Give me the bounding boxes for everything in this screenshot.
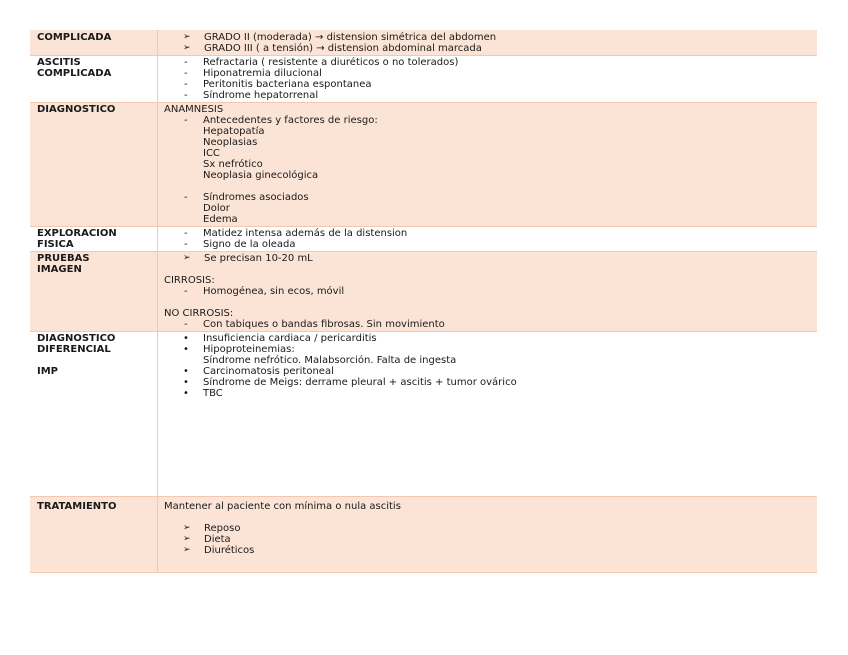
row-content: [158, 252, 818, 332]
bullet-list-item: [164, 388, 817, 399]
list-item-text: Reposo: [204, 523, 241, 534]
dash-list-item: [164, 192, 817, 203]
row-label: [30, 227, 158, 252]
dash-list-item: [164, 90, 817, 101]
bullet-list-item: [164, 366, 817, 377]
arrow-bullet-icon: ➢: [183, 43, 191, 53]
ascites-table: [30, 30, 817, 573]
row-label-line: TRATAMIENTO: [37, 501, 117, 512]
list-item-text: Carcinomatosis peritoneal: [203, 366, 334, 377]
arrow-list-item: [164, 253, 817, 264]
list-item-text: TBC: [203, 388, 223, 399]
table-row: [30, 103, 817, 227]
table-body: [30, 30, 817, 573]
row-label-line: IMP: [37, 366, 59, 377]
row-content: [158, 56, 818, 103]
table-row: [30, 56, 817, 103]
row-label-line: FISICA: [37, 239, 74, 250]
row-label: [30, 332, 158, 497]
row-label-line: DIAGNOSTICO: [37, 104, 116, 115]
dash-list-item: [164, 239, 817, 250]
row-label-line: ASCITIS: [37, 57, 81, 68]
dash-list-item: [164, 68, 817, 79]
dash-list-item: [164, 115, 817, 126]
bullet-list-item: [164, 344, 817, 355]
list-item-text: Homogénea, sin ecos, móvil: [203, 286, 345, 297]
sub-item-text: Sx nefrótico: [203, 159, 263, 170]
plain-text-line: CIRROSIS:: [164, 275, 215, 286]
row-label-line: [37, 355, 157, 366]
arrow-list-item: [164, 32, 817, 43]
blank-line: [164, 512, 817, 523]
arrow-bullet-icon: ➢: [183, 523, 191, 533]
arrow-bullet-icon: ➢: [183, 534, 191, 544]
table-row: [30, 497, 817, 573]
sub-item-text: Neoplasia ginecológica: [203, 170, 319, 181]
list-item-text: Matidez intensa además de la distension: [203, 228, 408, 239]
bullet-list-item: [164, 333, 817, 344]
list-item-text: Síndrome hepatorrenal: [203, 90, 319, 101]
row-label: [30, 103, 158, 227]
list-item-text: Con tabiques o bandas fibrosas. Sin movimiento: [203, 319, 445, 330]
list-item-text: Antecedentes y factores de riesgo:: [203, 115, 378, 126]
list-item-text: Hiponatremia dilucional: [203, 68, 322, 79]
sub-item-text: Neoplasias: [203, 137, 258, 148]
blank-line: [164, 181, 817, 192]
bullet-dot-icon: •: [183, 377, 189, 388]
sub-item-text: ICC: [203, 148, 220, 159]
row-label-line: EXPLORACION: [37, 228, 117, 239]
list-item-text: Se precisan 10-20 mL: [204, 253, 313, 264]
table-row: [30, 227, 817, 252]
row-label: [30, 252, 158, 332]
row-label-line: DIFERENCIAL: [37, 344, 111, 355]
list-item-text: GRADO III ( a tensión) → distension abdominal marcada: [204, 43, 482, 54]
dash-list-item: [164, 79, 817, 90]
row-label: [30, 30, 158, 56]
row-label: [30, 497, 158, 573]
dash-list-item: [164, 319, 817, 330]
sub-item-text: Edema: [203, 214, 238, 225]
list-item-text: Dieta: [204, 534, 231, 545]
arrow-bullet-icon: ➢: [183, 32, 191, 42]
row-content: [158, 30, 818, 56]
bullet-dot-icon: •: [183, 366, 189, 377]
list-item-text: Síndrome de Meigs: derrame pleural + ascitis + tumor ovárico: [203, 377, 517, 388]
arrow-list-item: [164, 545, 817, 556]
sub-item-text: Síndrome nefrótico. Malabsorción. Falta de ingesta: [203, 355, 457, 366]
plain-text-line: ANAMNESIS: [164, 104, 224, 115]
list-item-text: Síndromes asociados: [203, 192, 309, 203]
row-content: [158, 332, 818, 497]
arrow-list-item: [164, 534, 817, 545]
row-content: [158, 227, 818, 252]
sub-item-text: Dolor: [203, 203, 230, 214]
bullet-list-item: [164, 377, 817, 388]
row-label-line: COMPLICADA: [37, 32, 112, 43]
list-item-text: Insuficiencia cardiaca / pericarditis: [203, 333, 377, 344]
list-item-text: Peritonitis bacteriana espontanea: [203, 79, 372, 90]
bullet-dot-icon: •: [183, 333, 189, 344]
table-row: [30, 30, 817, 56]
dash-list-item: [164, 228, 817, 239]
bullet-dot-icon: •: [183, 344, 189, 355]
arrow-bullet-icon: ➢: [183, 253, 191, 263]
list-item-text: Diuréticos: [204, 545, 255, 556]
list-item-text: Refractaria ( resistente a diuréticos o no tolerados): [203, 57, 459, 68]
arrow-bullet-icon: ➢: [183, 545, 191, 555]
row-content: [158, 103, 818, 227]
row-label-line: COMPLICADA: [37, 68, 112, 79]
document-page: [30, 30, 817, 573]
row-label-line: DIAGNOSTICO: [37, 333, 116, 344]
list-item-text: Signo de la oleada: [203, 239, 296, 250]
table-row: [30, 332, 817, 497]
bullet-dot-icon: •: [183, 388, 189, 399]
arrow-list-item: [164, 523, 817, 534]
sub-item-text: Hepatopatía: [203, 126, 265, 137]
blank-line: [164, 297, 817, 308]
dash-list-item: [164, 57, 817, 68]
plain-text-line: Mantener al paciente con mínima o nula ascitis: [164, 501, 401, 512]
plain-text-line: NO CIRROSIS:: [164, 308, 234, 319]
blank-line: [164, 264, 817, 275]
list-item-text: GRADO II (moderada) → distension simétrica del abdomen: [204, 32, 497, 43]
arrow-list-item: [164, 43, 817, 54]
dash-list-item: [164, 286, 817, 297]
table-row: [30, 252, 817, 332]
row-content: [158, 497, 818, 573]
row-label-line: IMAGEN: [37, 264, 82, 275]
row-label: [30, 56, 158, 103]
list-item-text: Hipoproteinemias:: [203, 344, 295, 355]
row-label-line: PRUEBAS: [37, 253, 90, 264]
